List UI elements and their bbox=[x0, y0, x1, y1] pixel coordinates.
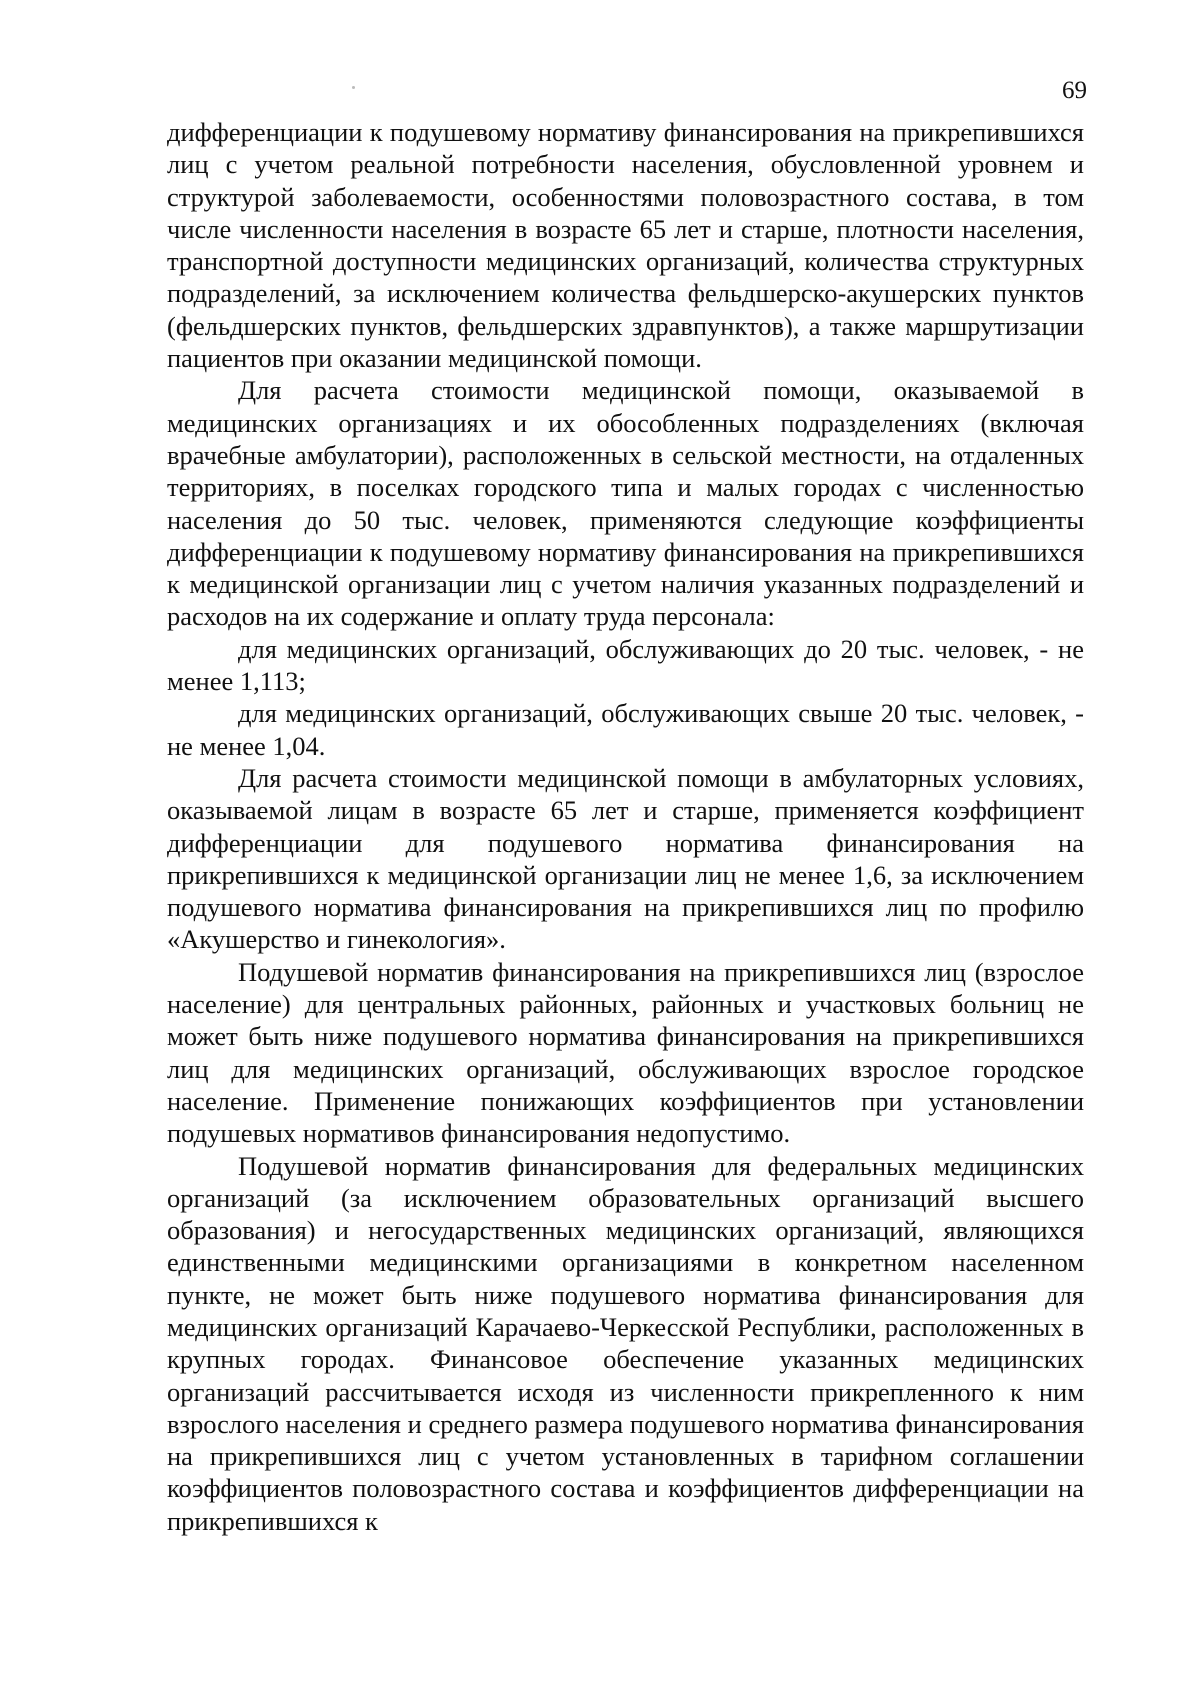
paragraph-1: дифференциации к подушевому нормативу финансирования на прикрепившихся лиц с учетом реальной потребности населения, обусловленной уровнем и структурой заболеваемости, особенностями половозрастного состава, в том числе численности населения в возрасте 65 лет и старше, плотности населения, транспортной доступности медицинских организаций, количества структурных подразделений, за исключением количества фельдшерско-акушерских пунктов (фельдшерских пунктов, фельдшерских здравпунктов), а также маршрутизации пациентов при оказании медицинской помощи. bbox=[167, 117, 1084, 374]
paragraph-2: Для расчета стоимости медицинской помощи, оказываемой в медицинских организациях и их обособленных подразделениях (включая врачебные амбулатории), расположенных в сельской местности, на отдаленных территориях, в поселках городского типа и малых городах с численностью населения до 50 тыс. человек, применяются следующие коэффициенты дифференциации к подушевому нормативу финансирования на прикрепившихся к медицинской организации лиц с учетом наличия указанных подразделений и расходов на их содержание и оплату труда персонала: bbox=[167, 375, 1084, 632]
text-body bbox=[167, 116, 1084, 1537]
paragraph-4: для медицинских организаций, обслуживающих свыше 20 тыс. человек, - не менее 1,04. bbox=[167, 698, 1084, 761]
paragraph-3: для медицинских организаций, обслуживающих до 20 тыс. человек, - не менее 1,113; bbox=[167, 633, 1084, 697]
scan-speck bbox=[352, 86, 355, 89]
paragraph-6: Подушевой норматив финансирования на прикрепившихся лиц (взрослое население) для центральных районных, районных и участковых больниц не может быть ниже подушевого норматива финансирования на прикрепившихся лиц для медицинских организаций, обслуживающих взрослое городское население. Применение понижающих коэффициентов при установлении подушевых нормативов финансирования недопустимо. bbox=[167, 956, 1084, 1149]
paragraph-7: Подушевой норматив финансирования для федеральных медицинских организаций (за исключением образовательных организаций высшего образования) и негосударственных медицинских организаций, являющихся единственными медицинскими организациями в конкретном населенном пункте, не может быть ниже подушевого норматива финансирования для медицинских организаций Карачаево-Черкесской Республики, расположенных в крупных городах. Финансовое обеспечение указанных медицинских организаций рассчитывается исходя из численности прикрепленного к ним взрослого населения и среднего размера подушевого норматива финансирования на прикрепившихся лиц с учетом установленных в тарифном соглашении коэффициентов половозрастного состава и коэффициентов дифференциации на прикрепившихся к bbox=[167, 1150, 1084, 1536]
page-number: 69 bbox=[1062, 77, 1087, 104]
paragraph-5: Для расчета стоимости медицинской помощи в амбулаторных условиях, оказываемой лицам в возрасте 65 лет и старше, применяется коэффициент дифференциации для подушевого норматива финансирования на прикрепившихся к медицинской организации лиц не менее 1,6, за исключением подушевого норматива финансирования на прикрепившихся лиц по профилю «Акушерство и гинекология». bbox=[167, 762, 1084, 955]
